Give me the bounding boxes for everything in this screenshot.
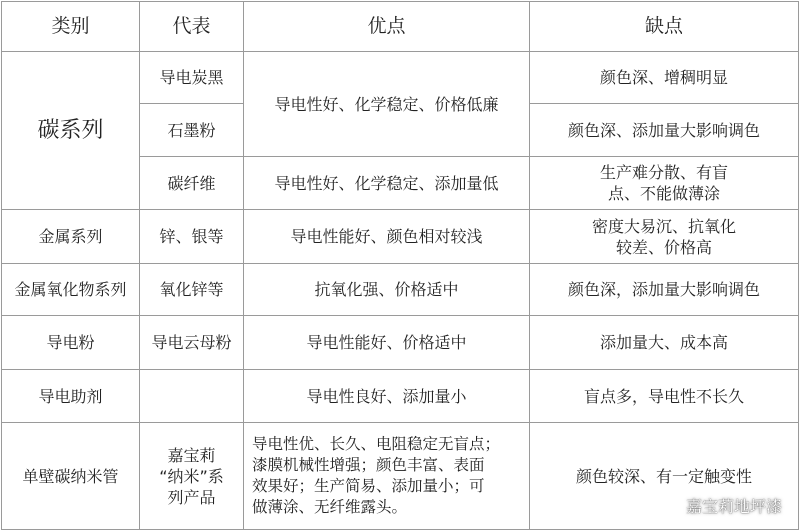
disadvantages-cell: 盲点多，导电性不长久	[530, 370, 799, 423]
advantages-cell: 抗氧化强、价格适中	[244, 264, 530, 316]
representative-cell: 石墨粉	[140, 104, 244, 157]
header-advantages: 优点	[244, 2, 530, 52]
disadvantages-cell	[530, 157, 799, 210]
representative-cell: 锌、银等	[140, 210, 244, 264]
disadvantages-cell: 颜色深、添加量大影响调色	[530, 104, 799, 157]
watermark-text: 嘉宝莉地坪漆	[685, 497, 782, 516]
disadvantages-line: 密度大易沉、抗氧化	[591, 216, 736, 236]
disadvantages-cell: 颜色深，添加量大影响调色	[530, 264, 799, 316]
category-cell: 导电助剂	[2, 370, 140, 423]
disadvantages-cell: 添加量大、成本高	[530, 316, 799, 370]
header-row	[2, 2, 799, 52]
representative-cell	[140, 370, 244, 423]
table-row	[2, 316, 799, 370]
representative-line: 嘉宝莉	[167, 445, 216, 465]
representative-line: 列产品	[167, 487, 216, 507]
advantages-cell	[244, 423, 530, 530]
advantages-cell: 导电性良好、添加量小	[244, 370, 530, 423]
header-representative: 代表	[140, 2, 244, 52]
disadvantages-line: 生产难分散、有盲	[599, 163, 728, 182]
advantages-cell: 导电性能好、价格适中	[244, 316, 530, 370]
representative-cell: 导电云母粉	[140, 316, 244, 370]
advantages-line: 做薄涂、无纤维露头。	[252, 498, 408, 516]
representative-cell: 氧化锌等	[140, 264, 244, 316]
category-cell: 碳系列	[2, 52, 140, 210]
disadvantages-line: 较差、价格高	[615, 237, 712, 257]
disadvantages-cell: 颜色较深、有一定触变性	[530, 423, 799, 530]
comparison-table	[1, 1, 799, 530]
advantages-line: 效果好；生产简易、添加量小；可	[252, 477, 485, 495]
watermark	[658, 494, 782, 517]
category-cell: 金属氧化物系列	[2, 264, 140, 316]
representative-cell: 导电炭黑	[140, 52, 244, 104]
category-cell: 导电粉	[2, 316, 140, 370]
table-row	[2, 370, 799, 423]
advantages-line: 漆膜机械性增强；颜色丰富、表面	[252, 456, 485, 474]
advantages-cell: 导电性能好、颜色相对较浅	[244, 210, 530, 264]
wechat-icon	[658, 497, 680, 515]
table-row	[2, 52, 799, 104]
disadvantages-cell: 颜色深、增稠明显	[530, 52, 799, 104]
header-disadvantages: 缺点	[530, 2, 799, 52]
category-cell: 单壁碳纳米管	[2, 423, 140, 530]
table-row	[2, 264, 799, 316]
advantages-cell: 导电性好、化学稳定、添加量低	[244, 157, 530, 210]
header-category: 类别	[2, 2, 140, 52]
representative-cell: 碳纤维	[140, 157, 244, 210]
advantages-cell: 导电性好、化学稳定、价格低廉	[244, 52, 530, 157]
representative-line: “纳米”系	[159, 466, 224, 486]
disadvantages-cell	[530, 210, 799, 264]
representative-cell	[140, 423, 244, 530]
disadvantages-line: 点、不能做薄涂	[607, 184, 720, 203]
table-row	[2, 210, 799, 264]
category-cell: 金属系列	[2, 210, 140, 264]
advantages-line: 导电性优、长久、电阻稳定无盲点；	[252, 435, 501, 453]
